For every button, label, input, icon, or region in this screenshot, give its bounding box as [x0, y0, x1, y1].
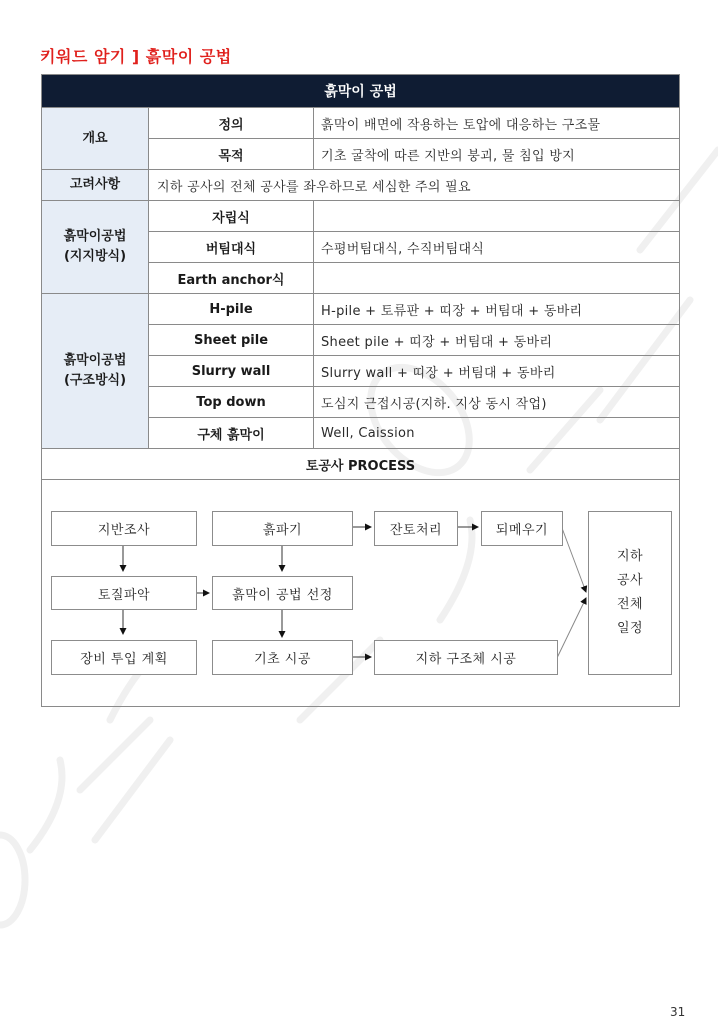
row-label: 버팀대식 [149, 232, 314, 263]
considerations-value: 지하 공사의 전체 공사를 좌우하므로 세심한 주의 필요 [149, 170, 680, 201]
category-structure-method [42, 294, 149, 449]
process-diagram [42, 480, 678, 706]
category-overview: 개요 [42, 108, 149, 170]
schedule-line: 일정 [616, 621, 644, 636]
process-title: 토공사 PROCESS [42, 449, 680, 480]
row-label: Earth anchor식 [149, 263, 314, 294]
row-label: 자립식 [149, 201, 314, 232]
box-soil-analysis: 토질파악 [51, 576, 197, 610]
table-row [42, 201, 680, 232]
row-value: 수평버팀대식, 수직버팀대식 [314, 232, 680, 263]
box-excavation: 흙파기 [212, 511, 353, 546]
box-overall-schedule [588, 511, 672, 675]
box-underground-structure: 지하 구조체 시공 [374, 640, 558, 675]
row-value: 기초 굴착에 따른 지반의 붕괴, 물 침입 방지 [314, 139, 680, 170]
table-row [42, 294, 680, 325]
table-title: 흙막이 공법 [42, 75, 680, 108]
row-value: H-pile + 토류판 + 띠장 + 버팀대 + 동바리 [314, 294, 680, 325]
category-line: 흙막이공법 [63, 353, 127, 368]
page-number: 31 [670, 1005, 686, 1019]
table-row [42, 108, 680, 139]
schedule-line: 전체 [616, 597, 644, 612]
row-value: Sheet pile + 띠장 + 버팀대 + 동바리 [314, 325, 680, 356]
row-value: 도심지 근접시공(지하. 지상 동시 작업) [314, 387, 680, 418]
row-label: Slurry wall [149, 356, 314, 387]
box-foundation: 기초 시공 [212, 640, 353, 675]
row-value [314, 263, 680, 294]
box-ground-survey: 지반조사 [51, 511, 197, 546]
category-support-method [42, 201, 149, 294]
box-method-selection: 흙막이 공법 선정 [212, 576, 353, 610]
row-value: Slurry wall + 띠장 + 버팀대 + 동바리 [314, 356, 680, 387]
category-line: (지지방식) [63, 249, 127, 264]
table-row [42, 170, 680, 201]
page-heading: 키워드 암기 ] 흙막이 공법 [40, 47, 232, 66]
row-value: Well, Caission [314, 418, 680, 449]
schedule-line: 공사 [616, 573, 644, 588]
box-backfill: 되메우기 [481, 511, 563, 546]
row-value [314, 201, 680, 232]
schedule-line: 지하 [616, 549, 644, 564]
row-value: 흙막이 배면에 작용하는 토압에 대응하는 구조물 [314, 108, 680, 139]
process-diagram-cell [42, 480, 680, 707]
box-residual-soil: 잔토처리 [374, 511, 458, 546]
category-line: 흙막이공법 [63, 229, 127, 244]
row-label: Sheet pile [149, 325, 314, 356]
row-label: 구체 흙막이 [149, 418, 314, 449]
category-considerations: 고려사항 [42, 170, 149, 201]
row-label: 정의 [149, 108, 314, 139]
box-equipment-plan: 장비 투입 계획 [51, 640, 197, 675]
earth-retaining-table [41, 74, 680, 707]
row-label: Top down [149, 387, 314, 418]
category-line: (구조방식) [63, 373, 127, 388]
row-label: H-pile [149, 294, 314, 325]
row-label: 목적 [149, 139, 314, 170]
table-row [42, 449, 680, 480]
